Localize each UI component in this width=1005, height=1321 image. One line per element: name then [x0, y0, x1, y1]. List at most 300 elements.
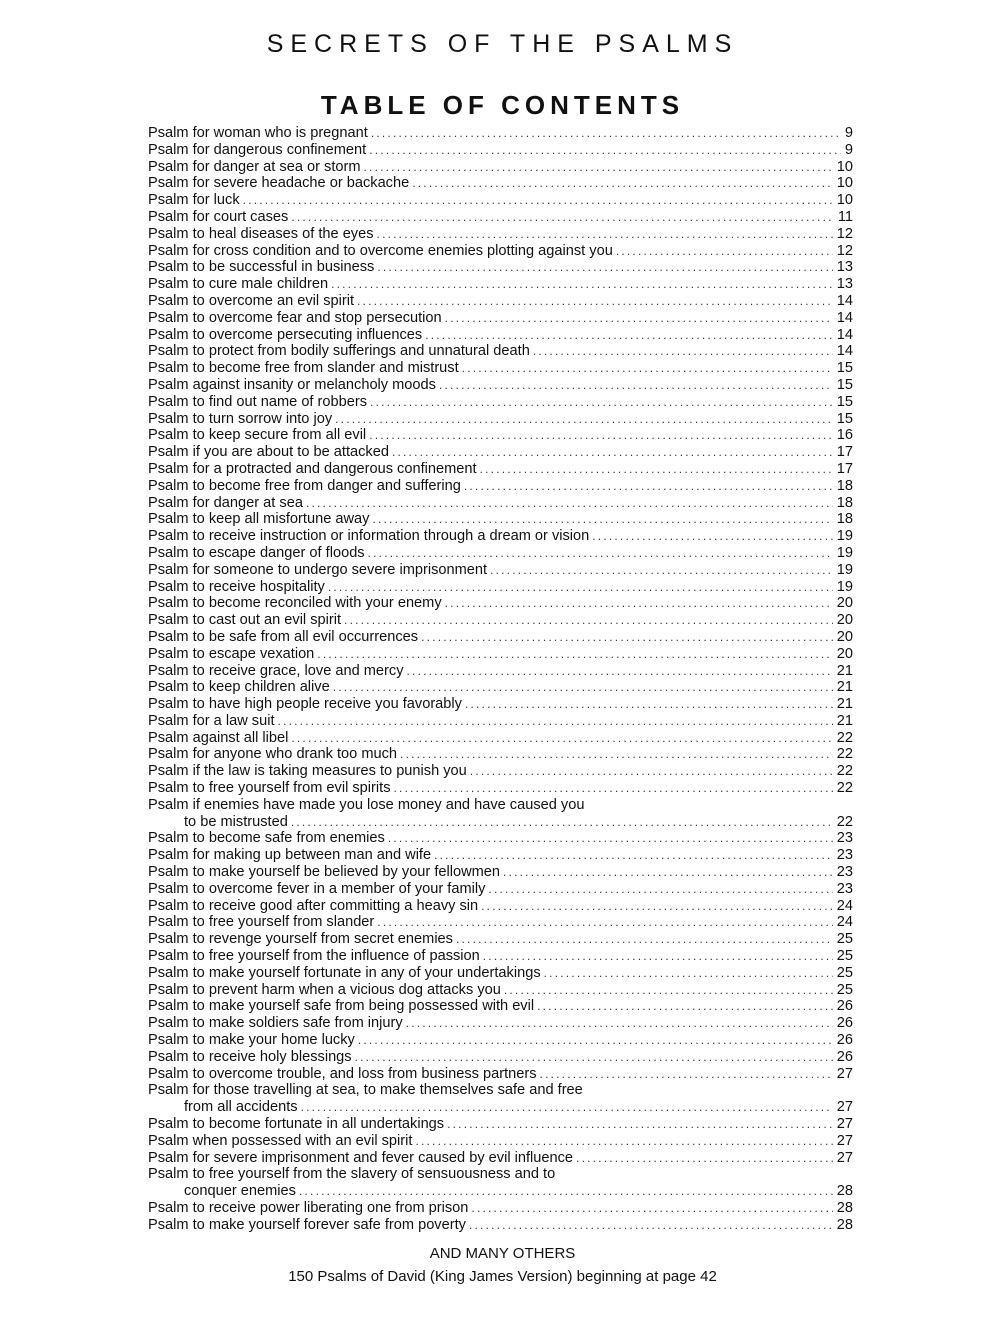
- dot-leader: [291, 209, 834, 226]
- toc-page-number: 20: [836, 595, 853, 612]
- toc-entry-line: [148, 1015, 853, 1032]
- toc-entry-text: Psalm to receive good after committing a heavy sin: [148, 897, 479, 914]
- toc-entry: [148, 595, 853, 612]
- toc-entry: [148, 411, 853, 428]
- toc-page-number: 19: [836, 561, 853, 578]
- toc-entry-text: Psalm for court cases: [148, 208, 289, 225]
- toc-heading: TABLE OF CONTENTS: [320, 90, 685, 120]
- toc-entry-line: [148, 461, 853, 478]
- toc-entry-text: Psalm to free yourself from slander: [148, 914, 375, 931]
- dot-leader: [394, 780, 833, 797]
- book-title: SECRETS OF THE PSALMS: [266, 30, 739, 58]
- toc-page-number: 20: [836, 645, 853, 662]
- toc-entry-text: Psalm to keep secure from all evil: [148, 427, 367, 444]
- dot-leader: [592, 528, 833, 545]
- toc-entry: [148, 998, 853, 1015]
- toc-entry-line: [148, 763, 853, 780]
- toc-entry-line: [148, 1032, 853, 1049]
- toc-page-number: 10: [836, 192, 853, 209]
- toc-page-number: 19: [836, 528, 853, 545]
- toc-entry-text: Psalm for those travelling at sea, to make themselves safe and free: [148, 1082, 583, 1099]
- dot-leader: [369, 142, 841, 159]
- toc-entry-text: Psalm to find out name of robbers: [148, 393, 368, 410]
- toc-entry-text: Psalm to heal diseases of the eyes: [148, 225, 374, 242]
- toc-entry: [148, 461, 853, 478]
- dot-leader: [504, 982, 833, 999]
- toc-page-number: 12: [836, 242, 853, 259]
- toc-entry: [148, 696, 853, 713]
- dot-leader: [434, 847, 833, 864]
- toc-page-number: 23: [836, 830, 853, 847]
- toc-entry: [148, 864, 853, 881]
- toc-page-number: 21: [836, 679, 853, 696]
- toc-page-number: 13: [836, 259, 853, 276]
- toc-entry-line: [148, 931, 853, 948]
- toc-entry: [148, 243, 853, 260]
- dot-leader: [357, 293, 833, 310]
- toc-page-number: 17: [836, 444, 853, 461]
- dot-leader: [291, 730, 832, 747]
- toc-entry-line: [148, 125, 853, 142]
- toc-entry: [148, 579, 853, 596]
- toc-page-number: 11: [837, 208, 853, 225]
- toc-entry-text: Psalm for a law suit: [148, 712, 275, 729]
- toc-entry: [148, 511, 853, 528]
- toc-entry-text: Psalm to protect from bodily sufferings and unnatural death: [148, 343, 530, 360]
- toc-entry: [148, 545, 853, 562]
- toc-entry-line: [148, 746, 853, 763]
- dot-leader: [464, 478, 833, 495]
- toc-entry: [148, 125, 853, 142]
- toc-entry-text: Psalm to make yourself fortunate in any of your undertakings: [148, 964, 541, 981]
- toc-entry-line: [148, 830, 853, 847]
- toc-entry-line: [148, 1133, 853, 1150]
- toc-page-number: 22: [836, 780, 853, 797]
- toc-page-number: 14: [836, 309, 853, 326]
- toc-entry-text: Psalm to free yourself from evil spirits: [148, 780, 391, 797]
- dot-leader: [480, 461, 833, 478]
- toc-entry-line: [148, 1200, 853, 1217]
- toc-entry-line: [148, 209, 853, 226]
- toc-entry-text: Psalm to turn sorrow into joy: [148, 410, 333, 427]
- toc-entry: [148, 797, 853, 831]
- toc-entry: [148, 1049, 853, 1066]
- toc-page-number: 25: [836, 964, 853, 981]
- toc-entry-line: [148, 495, 853, 512]
- dot-leader: [301, 1099, 833, 1116]
- toc-entry-text: Psalm to be safe from all evil occurrences: [148, 628, 419, 645]
- toc-entry: [148, 982, 853, 999]
- toc-entry-line: [148, 679, 853, 696]
- toc-entry-line: [148, 595, 853, 612]
- toc-entry-line: [148, 914, 853, 931]
- toc-page-number: 15: [836, 376, 853, 393]
- toc-entry: [148, 276, 853, 293]
- toc-entry-text: Psalm to receive grace, love and mercy: [148, 662, 404, 679]
- toc-entry-line: [148, 276, 853, 293]
- toc-entry-line: [148, 1099, 853, 1116]
- toc-entry: [148, 629, 853, 646]
- toc-entry-line: [148, 814, 853, 831]
- toc-entry-line: [148, 394, 853, 411]
- toc-page-number: 27: [836, 1132, 853, 1149]
- toc-entry: [148, 444, 853, 461]
- toc-entry: [148, 394, 853, 411]
- toc-page-number: 28: [836, 1200, 853, 1216]
- toc-entry-line: [148, 730, 853, 747]
- dot-leader: [421, 629, 833, 646]
- dot-leader: [368, 545, 833, 562]
- dot-leader: [488, 881, 832, 898]
- toc-entry-text: Psalm for dangerous confinement: [148, 141, 367, 158]
- toc-entry: [148, 192, 853, 209]
- toc-page-number: 20: [836, 612, 853, 629]
- toc-page-number: 16: [836, 427, 853, 444]
- dot-leader: [412, 175, 833, 192]
- dot-leader: [462, 360, 833, 377]
- toc-page-number: 15: [836, 410, 853, 427]
- toc-entry-text: Psalm to become safe from enemies: [148, 830, 385, 847]
- dot-leader: [465, 696, 833, 713]
- toc-entry: [148, 1015, 853, 1032]
- toc-entry: [148, 948, 853, 965]
- toc-entry-text: Psalm for cross condition and to overcome enemies plotting against you: [148, 242, 613, 259]
- dot-leader: [415, 1133, 832, 1150]
- dot-leader: [471, 1200, 832, 1217]
- toc-entry: [148, 427, 853, 444]
- toc-entry: [148, 830, 853, 847]
- dot-leader: [278, 713, 833, 730]
- toc-entry-text: Psalm to make yourself be believed by your fellowmen: [148, 864, 501, 881]
- toc-entry-line: [148, 998, 853, 1015]
- toc-page-number: 26: [836, 998, 853, 1015]
- toc-entry-line: [148, 243, 853, 260]
- toc-entry-text: Psalm to receive instruction or information through a dream or vision: [148, 528, 590, 545]
- toc-entry-text: Psalm when possessed with an evil spirit: [148, 1132, 413, 1149]
- toc-entry-line: [148, 612, 853, 629]
- table-of-contents: [148, 125, 853, 1234]
- toc-page-number: 28: [836, 1216, 853, 1233]
- toc-entry-continuation: from all accidents: [184, 1099, 298, 1116]
- toc-entry: [148, 881, 853, 898]
- toc-page-number: 10: [836, 175, 853, 192]
- toc-entry-line: [148, 226, 853, 243]
- toc-page-number: 22: [836, 763, 853, 780]
- toc-entry-text: Psalm for someone to undergo severe imprisonment: [148, 561, 488, 578]
- toc-entry: [148, 1217, 853, 1234]
- toc-entry: [148, 209, 853, 226]
- toc-entry-text: Psalm to have high people receive you favorably: [148, 696, 462, 713]
- toc-entry-text: Psalm for making up between man and wife: [148, 847, 432, 864]
- toc-entry: [148, 327, 853, 344]
- toc-entry-line: [148, 780, 853, 797]
- toc-page-number: 15: [836, 393, 853, 410]
- toc-entry-text: Psalm to receive hospitality: [148, 578, 325, 595]
- dot-leader: [372, 511, 832, 528]
- toc-entry: [148, 343, 853, 360]
- dot-leader: [439, 377, 833, 394]
- toc-page-number: 21: [836, 696, 853, 713]
- toc-entry-text: Psalm to become fortunate in all undertakings: [148, 1116, 445, 1133]
- toc-entry-line: [148, 713, 853, 730]
- toc-page-number: 24: [836, 914, 853, 931]
- dot-leader: [331, 276, 833, 293]
- dot-leader: [392, 444, 833, 461]
- toc-entry: [148, 1116, 853, 1133]
- toc-entry: [148, 679, 853, 696]
- toc-entry-line: [148, 1066, 853, 1083]
- toc-entry: [148, 1032, 853, 1049]
- toc-page-number: 26: [836, 1032, 853, 1049]
- toc-page-number: 26: [836, 1048, 853, 1065]
- toc-entry: [148, 1200, 853, 1217]
- toc-page-number: 10: [836, 158, 853, 175]
- toc-entry-line: [148, 579, 853, 596]
- toc-entry-text: Psalm to be successful in business: [148, 259, 375, 276]
- toc-entry-line: [148, 444, 853, 461]
- toc-entry: [148, 142, 853, 159]
- dot-leader: [388, 830, 833, 847]
- toc-entry: [148, 159, 853, 176]
- toc-page-number: 9: [844, 125, 853, 141]
- toc-page-number: 18: [836, 511, 853, 528]
- toc-entry-line: [148, 1049, 853, 1066]
- toc-entry-line: [148, 545, 853, 562]
- toc-entry-text: Psalm to escape danger of floods: [148, 544, 365, 561]
- toc-entry-line: [148, 511, 853, 528]
- toc-entry: [148, 663, 853, 680]
- dot-leader: [377, 226, 833, 243]
- toc-entry-text: Psalm for danger at sea: [148, 494, 303, 511]
- toc-entry-text: Psalm against insanity or melancholy moods: [148, 376, 436, 393]
- toc-entry-line: [148, 1150, 853, 1167]
- toc-entry-line: [148, 192, 853, 209]
- toc-page-number: 14: [836, 292, 853, 309]
- toc-page-number: 20: [836, 628, 853, 645]
- toc-entry-line: [148, 327, 853, 344]
- dot-leader: [369, 427, 833, 444]
- toc-entry-text: Psalm to receive holy blessings: [148, 1048, 352, 1065]
- toc-entry-line: [148, 562, 853, 579]
- toc-entry-line: [148, 663, 853, 680]
- toc-page-number: 15: [836, 360, 853, 377]
- dot-leader: [355, 1049, 833, 1066]
- toc-page-number: 27: [836, 1099, 853, 1116]
- toc-entry-text: Psalm for woman who is pregnant: [148, 125, 368, 141]
- toc-entry-text: Psalm to make yourself forever safe from poverty: [148, 1216, 466, 1233]
- toc-entry: [148, 360, 853, 377]
- toc-page-number: 28: [836, 1183, 853, 1200]
- toc-entry: [148, 377, 853, 394]
- dot-leader: [335, 411, 833, 428]
- toc-entry-line: [148, 1116, 853, 1133]
- toc-entry-line: [148, 1217, 853, 1234]
- toc-entry: [148, 914, 853, 931]
- toc-entry: [148, 1150, 853, 1167]
- toc-entry-text: Psalm to escape vexation: [148, 645, 315, 662]
- toc-entry-line: [148, 310, 853, 327]
- dot-leader: [344, 612, 833, 629]
- toc-page-number: 23: [836, 880, 853, 897]
- dot-leader: [370, 394, 833, 411]
- toc-entry: [148, 780, 853, 797]
- toc-entry-line: [148, 159, 853, 176]
- toc-entry: [148, 847, 853, 864]
- toc-entry-text: Psalm against all libel: [148, 729, 289, 746]
- toc-page-number: 18: [836, 477, 853, 494]
- toc-page-number: 14: [836, 326, 853, 343]
- toc-page-number: 26: [836, 1015, 853, 1032]
- toc-entry-text: Psalm to free yourself from the slavery of sensuousness and to: [148, 1166, 556, 1183]
- dot-leader: [317, 646, 832, 663]
- toc-page-number: 25: [836, 948, 853, 965]
- toc-entry: [148, 562, 853, 579]
- dot-leader: [447, 1116, 833, 1133]
- toc-page-number: 22: [836, 729, 853, 746]
- toc-entry-text: Psalm for anyone who drank too much: [148, 746, 398, 763]
- dot-leader: [425, 327, 833, 344]
- dot-leader: [445, 310, 833, 327]
- toc-entry-text: Psalm if you are about to be attacked: [148, 444, 389, 461]
- toc-entry-line: [148, 377, 853, 394]
- toc-entry: [148, 730, 853, 747]
- toc-page-number: 23: [836, 847, 853, 864]
- toc-page-number: 27: [836, 1116, 853, 1133]
- toc-entry-text: Psalm if the law is taking measures to punish you: [148, 763, 467, 780]
- toc-entry: [148, 965, 853, 982]
- toc-entry-line: [148, 411, 853, 428]
- toc-entry-text: Psalm to keep children alive: [148, 679, 330, 696]
- footer-many-others: AND MANY OTHERS: [429, 1245, 576, 1262]
- toc-entry-line: [148, 1183, 853, 1200]
- dot-leader: [470, 763, 833, 780]
- toc-page-number: 23: [836, 864, 853, 881]
- toc-entry-text: Psalm to keep all misfortune away: [148, 511, 370, 528]
- toc-page-number: 25: [836, 981, 853, 998]
- toc-page-number: 19: [836, 578, 853, 595]
- toc-entry-line: [148, 142, 853, 159]
- dot-leader: [328, 579, 833, 596]
- toc-entry: [148, 713, 853, 730]
- footer-note: 150 Psalms of David (King James Version) beginning at page 42: [288, 1268, 717, 1285]
- toc-entry-text: Psalm to become free from slander and mistrust: [148, 360, 459, 377]
- toc-entry-line: [148, 881, 853, 898]
- toc-entry-text: Psalm to make soldiers safe from injury: [148, 1015, 403, 1032]
- dot-leader: [406, 1015, 833, 1032]
- toc-page-number: 27: [836, 1065, 853, 1082]
- toc-entry: [148, 612, 853, 629]
- dot-leader: [299, 1183, 833, 1200]
- toc-entry-line: [148, 259, 853, 276]
- toc-page-number: 18: [836, 494, 853, 511]
- toc-entry: [148, 898, 853, 915]
- toc-page-number: 24: [836, 897, 853, 914]
- toc-entry-text: Psalm to become reconciled with your enemy: [148, 595, 442, 612]
- dot-leader: [333, 679, 833, 696]
- dot-leader: [456, 931, 833, 948]
- toc-entry-text: Psalm for luck: [148, 192, 240, 209]
- toc-entry: [148, 293, 853, 310]
- toc-entry-text: Psalm to cure male children: [148, 276, 329, 293]
- toc-entry: [148, 259, 853, 276]
- toc-entry-text: Psalm to cast out an evil spirit: [148, 612, 342, 629]
- toc-page-number: 17: [836, 460, 853, 477]
- toc-entry-text: Psalm to overcome persecuting influences: [148, 326, 423, 343]
- toc-entry-line: [148, 898, 853, 915]
- toc-entry-line: [148, 343, 853, 360]
- toc-entry-text: Psalm if enemies have made you lose money and have caused you: [148, 796, 585, 813]
- toc-entry: [148, 763, 853, 780]
- toc-entry-text: Psalm to overcome an evil spirit: [148, 292, 355, 309]
- toc-entry: [148, 495, 853, 512]
- dot-leader: [358, 1032, 833, 1049]
- toc-entry: [148, 746, 853, 763]
- dot-leader: [616, 243, 833, 260]
- toc-entry: [148, 226, 853, 243]
- toc-entry-line: [148, 478, 853, 495]
- toc-entry-text: Psalm to overcome trouble, and loss from business partners: [148, 1065, 537, 1082]
- dot-leader: [537, 998, 833, 1015]
- toc-entry-text: Psalm to become free from danger and suffering: [148, 477, 461, 494]
- toc-page-number: 9: [844, 141, 853, 158]
- toc-entry: [148, 646, 853, 663]
- toc-entry: [148, 931, 853, 948]
- toc-entry-line: [148, 864, 853, 881]
- toc-entry: [148, 1082, 853, 1116]
- toc-entry-text: Psalm to receive power liberating one from prison: [148, 1200, 469, 1216]
- toc-entry-text: Psalm to revenge yourself from secret enemies: [148, 931, 453, 948]
- toc-entry-text: Psalm to free yourself from the influence of passion: [148, 948, 480, 965]
- dot-leader: [243, 192, 833, 209]
- toc-page-number: 12: [836, 225, 853, 242]
- toc-page-number: 13: [836, 276, 853, 293]
- dot-leader: [544, 965, 833, 982]
- toc-entry-text: Psalm to overcome fever in a member of your family: [148, 880, 486, 897]
- toc-entry-line: [148, 847, 853, 864]
- dot-leader: [371, 125, 841, 142]
- dot-leader: [503, 864, 833, 881]
- toc-entry-line: [148, 965, 853, 982]
- toc-entry: [148, 1166, 853, 1200]
- toc-page-number: 25: [836, 931, 853, 948]
- dot-leader: [481, 898, 833, 915]
- toc-page-number: 27: [836, 1149, 853, 1166]
- dot-leader: [445, 595, 833, 612]
- dot-leader: [306, 495, 833, 512]
- toc-entry-text: Psalm to overcome fear and stop persecution: [148, 309, 442, 326]
- toc-entry-text: Psalm for severe headache or backache: [148, 175, 410, 192]
- toc-page-number: 14: [836, 343, 853, 360]
- dot-leader: [483, 948, 833, 965]
- toc-entry-line: [148, 293, 853, 310]
- toc-entry-line: [148, 528, 853, 545]
- toc-page-number: 22: [836, 813, 853, 830]
- toc-entry-text: Psalm for danger at sea or storm: [148, 158, 361, 175]
- dot-leader: [377, 914, 832, 931]
- dot-leader: [490, 562, 833, 579]
- toc-entry: [148, 528, 853, 545]
- toc-entry-line: [148, 948, 853, 965]
- dot-leader: [407, 663, 833, 680]
- dot-leader: [400, 746, 833, 763]
- toc-entry-line: [148, 982, 853, 999]
- toc-entry-line: [148, 360, 853, 377]
- toc-entry: [148, 1066, 853, 1083]
- toc-entry-text: Psalm to make your home lucky: [148, 1032, 355, 1049]
- dot-leader: [533, 343, 833, 360]
- toc-page-number: 21: [836, 662, 853, 679]
- toc-entry-continuation: to be mistrusted: [184, 813, 288, 830]
